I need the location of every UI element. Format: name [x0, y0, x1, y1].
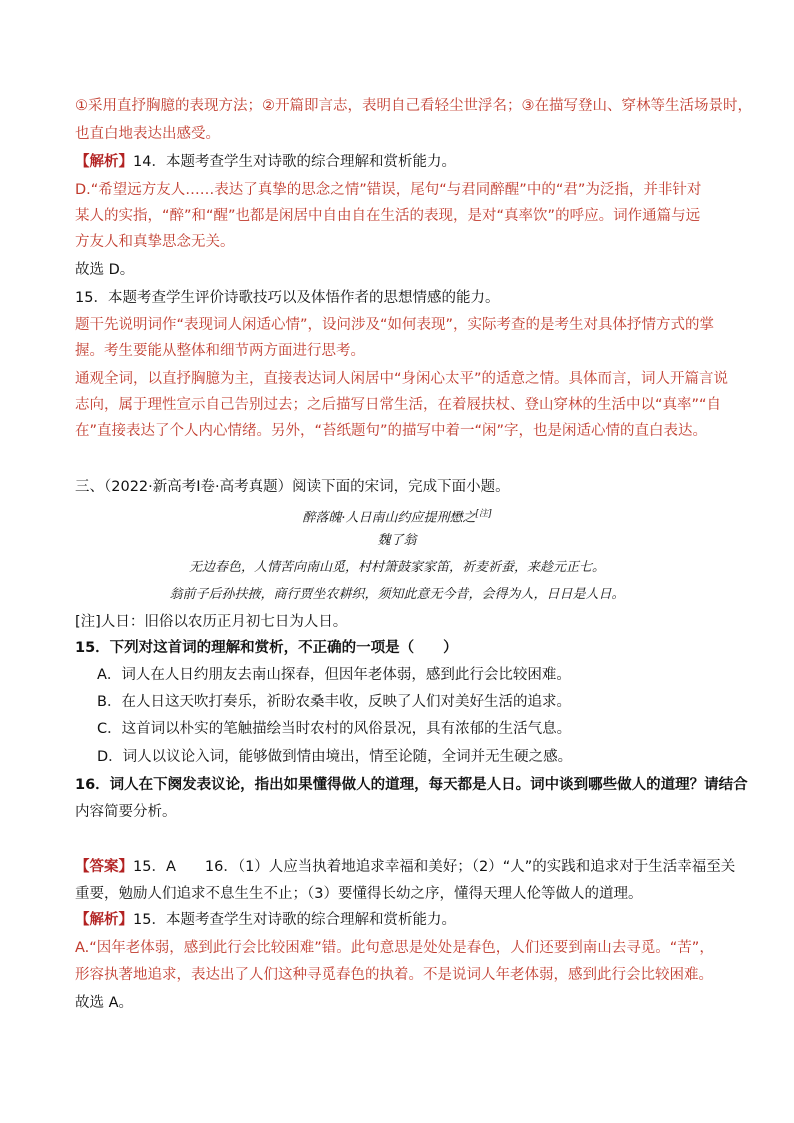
poem-line: 翁前子后孙扶掖，商行贾坐农耕织，须知此意无今昔，会得为人，日日是人日。 [169, 587, 625, 602]
analysis-line: D.“希望远方友人……表达了真挚的思念之情”错误，尾句“与君同醉醒”中的“君”为泛指，并非针对 [75, 182, 702, 198]
analysis-line: 志向，属于理性宣示自己告别过去；之后描写日常生活，在着屐扶杖、登山穿林的生活中以“真率”“自 [75, 397, 722, 413]
analysis-line: 故选 D。 [75, 262, 135, 278]
poem-line: 无边春色，人情苦向南山觅，村村箫鼓家家笛，祈麦祈蚕，来趁元正七。 [188, 560, 605, 575]
analysis-line: 故选 A。 [75, 995, 134, 1011]
answer-line: 也直白地表达出感受。 [75, 126, 220, 142]
poem-note-mark: [注] [475, 509, 492, 519]
analysis-line: 题干先说明词作“表现词人闲适心情”，设问涉及“如何表现”，实际考查的是考生对具体抒情方式的掌 [75, 317, 715, 333]
option-b: B．在人日这天吹打奏乐，祈盼农桑丰收，反映了人们对美好生活的追求。 [97, 694, 571, 710]
analysis-line [75, 910, 456, 930]
analysis-tag: 【解析】 [75, 912, 133, 928]
analysis-line: 15．本题考查学生评价诗歌技巧以及体悟作者的思想情感的能力。 [75, 290, 500, 306]
analysis-line [75, 152, 456, 172]
poem-title-text: 醉落魄·人日南山约应提刑懋之 [302, 510, 476, 526]
answer-tag: 【答案】 [75, 859, 133, 875]
analysis-line: 握。考生要能从整体和细节两方面进行思考。 [75, 343, 365, 359]
analysis-text: 15．本题考查学生对诗歌的综合理解和赏析能力。 [133, 912, 456, 928]
poem-note: [注]人日：旧俗以农历正月初七日为人日。 [75, 614, 348, 630]
answer-line [75, 857, 735, 877]
option-c: C．这首词以朴实的笔触描绘当时农村的风俗景况，具有浓郁的生活气息。 [97, 721, 572, 737]
analysis-line: 方友人和真挚思念无关。 [75, 234, 235, 250]
option-d: D．词人以议论入词，能够做到情由境出，情至论随，全词并无生硬之感。 [97, 749, 573, 765]
poem-title [0, 505, 794, 527]
question-16: 16．词人在下阕发表议论，指出如果懂得做人的道理，每天都是人日。词中谈到哪些做人的道理？请结合 [75, 777, 748, 793]
option-a: A．词人在人日约朋友去南山探春，但因年老体弱，感到此行会比较困难。 [97, 667, 571, 683]
analysis-line: A.“因年老体弱，感到此行会比较困难”错。此句意思是处处是春色，人们还要到南山去寻觅。“苦”， [75, 940, 714, 956]
analysis-line: 某人的实指，“醉”和“醒”也都是闲居中自由自在生活的表现，是对“真率饮”的呼应。词作通篇与远 [75, 208, 701, 224]
question-15: 15．下列对这首词的理解和赏析，不正确的一项是（ ） [75, 640, 458, 656]
answer-text: 15．A 16．（1）人应当执着地追求幸福和美好；（2）“人”的实践和追求对于生活幸福至关 [133, 859, 736, 875]
analysis-line: 在”直接表达了个人内心情绪。另外，“苔纸题句”的描写中着一“闲”字，也是闲适心情的直白表达。 [75, 423, 708, 439]
analysis-line: 通观全词，以直抒胸臆为主，直接表达词人闲居中“身闲心太平”的适意之情。具体而言，词人开篇言说 [75, 371, 729, 387]
question-16-cont: 内容简要分析。 [75, 804, 177, 820]
poem-author: 魏了翁 [377, 533, 417, 548]
analysis-tag: 【解析】 [75, 154, 133, 170]
analysis-text: 14．本题考查学生对诗歌的综合理解和赏析能力。 [133, 154, 456, 170]
answer-line: ①采用直抒胸臆的表现方法；②开篇即言志，表明自己看轻尘世浮名；③在描写登山、穿林等生活场景时， [75, 98, 752, 114]
section-heading: 三、（2022·新高考Ⅰ卷·高考真题）阅读下面的宋词，完成下面小题。 [75, 479, 510, 495]
answer-line: 重要，勉励人们追求不息生生不止；（3）要懂得长幼之序，懂得天理人伦等做人的道理。 [75, 886, 643, 902]
analysis-line: 形容执著地追求，表达出了人们这种寻觅春色的执着。不是说词人年老体弱，感到此行会比较困难。 [75, 967, 713, 983]
